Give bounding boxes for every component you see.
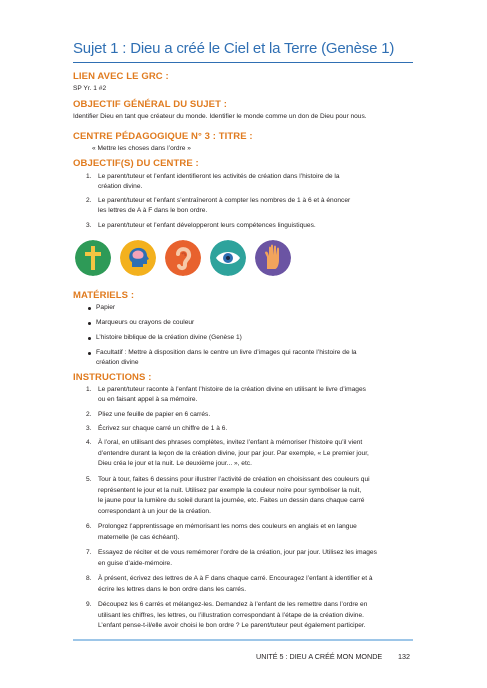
grc-heading: LIEN AVEC LE GRC : [73, 71, 169, 82]
list-item-line: Découpez les 6 carrés et mélangez-les. Demandez à l’enfant de les remettre dans l’ordre en [98, 601, 368, 608]
list-item-number: 5. [86, 476, 92, 483]
title-divider [73, 62, 413, 63]
list-item-line: ou en faisant appel à sa mémoire. [98, 396, 198, 403]
bullet [88, 352, 91, 355]
list-item-line: L’enfant pense-t-il/elle avoir choisi le bon ordre ? Le parent/tuteur peut également participer. [98, 622, 366, 629]
objectif-general-heading: OBJECTIF GÉNÉRAL DU SUJET : [73, 99, 228, 110]
grc-text: SP Yr. 1 #2 [73, 85, 107, 92]
bullet [88, 337, 91, 340]
centre-heading: CENTRE PÉDAGOGIQUE N° 3 : TITRE : [73, 131, 253, 142]
list-item-number: 4. [86, 439, 92, 446]
list-item-line: Pliez une feuille de papier en 6 carrés. [98, 411, 211, 418]
ear-icon [165, 240, 201, 276]
list-item-line: les lettres de A à F dans le bon ordre. [98, 207, 208, 214]
centre-subtitle: « Mettre les choses dans l’ordre » [92, 145, 191, 152]
list-item-number: 8. [86, 575, 92, 582]
list-item-line: Le parent/tuteur raconte à l’enfant l’histoire de la création divine en utilisant le livre d’images [98, 386, 366, 393]
cross-icon [75, 240, 111, 276]
list-item-number: 3. [86, 425, 92, 432]
list-item-line: Le parent/tuteur et l’enfant identifieront les activités de création dans l’histoire de la [98, 173, 340, 180]
footer-divider [73, 639, 413, 641]
list-item-line: en guise d’aide-mémoire. [98, 560, 173, 567]
list-item-line: L’histoire biblique de la création divine (Genèse 1) [96, 334, 242, 341]
list-item-line: création divine [96, 359, 139, 366]
hand-icon [255, 240, 291, 276]
list-item-line: Facultatif : Mettre à disposition dans le centre un livre d’images qui raconte l’histoire de la [96, 349, 357, 356]
list-item-number: 9. [86, 601, 92, 608]
eye-icon [210, 240, 246, 276]
list-item-line: Marqueurs ou crayons de couleur [96, 319, 195, 326]
list-item-line: le jaune pour la lumière du soleil durant la journée, etc. Faites un dessin dans chaque carré [98, 497, 365, 504]
list-item-number: 1. [86, 173, 92, 180]
page-title: Sujet 1 : Dieu a créé le Ciel et la Terre (Genèse 1) [73, 40, 395, 57]
list-item-line: Tour à tour, faites 6 dessins pour illustrer l’activité de création en choisissant des couleurs qui [98, 476, 370, 483]
list-item-line: Papier [96, 304, 116, 311]
list-item-number: 1. [86, 386, 92, 393]
list-item-line: écrire les lettres dans le bon ordre dans les carrés. [98, 586, 247, 593]
list-item-line: À l’oral, en utilisant des phrases complètes, invitez l’enfant à mémoriser l’histoire qu’il vient [98, 439, 363, 446]
objectifs-centre-heading: OBJECTIF(S) DU CENTRE : [73, 158, 199, 169]
list-item-line: Le parent/tuteur et l’enfant s’entraîneront à compter les nombres de 1 à 6 et à énoncer [98, 197, 351, 204]
list-item-line: À présent, écrivez des lettres de A à F dans chaque carré. Encouragez l’enfant à identifier et à [98, 575, 373, 582]
list-item-line: d’entendre durant la leçon de la création divine, jour par jour. Par exemple, « Le premier jour, [98, 450, 369, 457]
page-number: 132 [398, 652, 410, 661]
instructions-heading: INSTRUCTIONS : [73, 372, 152, 383]
list-item-line: Prolongez l’apprentissage en mémorisant les noms des couleurs en anglais et en langue [98, 523, 357, 530]
list-item-line: création divine. [98, 183, 143, 190]
list-item-number: 3. [86, 222, 92, 229]
footer-unit-title: UNITÉ 5 : DIEU A CRÉÉ MON MONDE [256, 652, 383, 661]
list-item-line: Dieu créa le jour et la nuit. Le deuxième jour... », etc. [98, 460, 252, 467]
list-item-line: Écrivez sur chaque carré un chiffre de 1 à 6. [98, 425, 228, 432]
head-brain-icon [120, 240, 156, 276]
bullet [88, 307, 91, 310]
list-item-line: utilisant les chiffres, les lettres, ou l’illustration correspondant à l’étape de la création divine. [98, 612, 364, 619]
list-item-line: maternelle (le cas échéant). [98, 534, 180, 541]
list-item-number: 6. [86, 523, 92, 530]
list-item-line: correspondant à un jour de la création. [98, 508, 211, 515]
list-item-number: 2. [86, 197, 92, 204]
objectif-general-text: Identifier Dieu en tant que créateur du monde. Identifier le monde comme un don de Dieu pour nous. [73, 113, 367, 120]
list-item-line: Essayez de réciter et de vous remémorer l’ordre de la création, jour par jour. Utilisez les images [98, 549, 377, 556]
bullet [88, 322, 91, 325]
list-item-number: 7. [86, 549, 92, 556]
list-item-line: représentent le jour et la nuit. Utilisez par exemple la couleur noire pour symboliser la nuit, [98, 487, 362, 494]
materiels-heading: MATÉRIELS : [73, 290, 135, 301]
learning-icons-row [75, 240, 291, 276]
list-item-line: Le parent/tuteur et l’enfant développeront leurs compétences linguistiques. [98, 222, 316, 229]
list-item-number: 2. [86, 411, 92, 418]
